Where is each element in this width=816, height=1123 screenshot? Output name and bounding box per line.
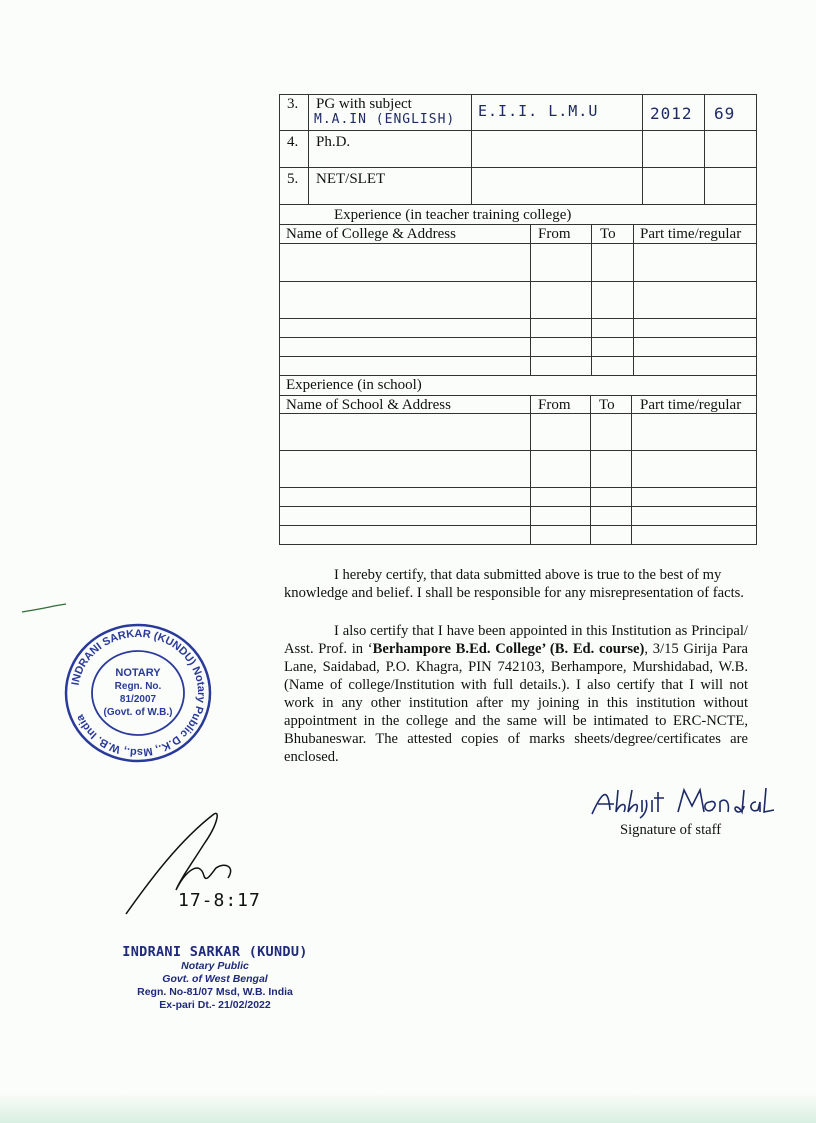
row-3-institution: E.I.I. L.M.U	[478, 102, 599, 120]
notary-seal-name: INDRANI SARKAR (KUNDU)	[122, 944, 308, 960]
school-col-type: Part time/regular	[640, 397, 742, 413]
row-3-subject: M.A.IN (ENGLISH)	[314, 112, 456, 127]
school-col-to: To	[599, 397, 615, 413]
row-3-year: 2012	[650, 104, 693, 123]
row-5-label: NET/SLET	[316, 171, 386, 187]
svg-text:INDRANI SARKAR (KUNDU) Notary: INDRANI SARKAR (KUNDU) Notary Public D.K., Msd., W.B. India	[69, 627, 208, 759]
page-edge-tint	[0, 1093, 816, 1123]
college-col-from: From	[538, 226, 571, 242]
notary-seal-govt: Govt. of West Bengal	[162, 973, 268, 985]
svg-text:Regn. No.: Regn. No.	[114, 681, 162, 692]
margin-pen-mark	[20, 598, 70, 618]
certification-text-1: I hereby certify, that data submitted above is true to the best of my knowledge and belief. I shall be responsible for any misrepresentation of facts.	[284, 567, 744, 601]
staff-signature-handwriting	[588, 784, 778, 820]
college-col-to: To	[600, 226, 616, 242]
notary-seal-regn: Regn. No-81/07 Msd, W.B. India	[137, 986, 293, 998]
row-4-label: Ph.D.	[316, 134, 351, 150]
certification-text-2b: , 3/15 Girija Para Lane, Saidabad, P.O. Khagra, PIN 742103, Berhampore, Murshidabad, W.B. (Name of college/Institution with full details.). I also certify that I will not work in any other institution after my joining in this institution without appointment in the college and the same will be intimated to ERC-NCTE, Bhubaneswar. The attested copies of marks sheets/degree/certificates are enclosed.	[284, 641, 748, 765]
notary-seal-title: Notary Public	[181, 960, 249, 972]
svg-text:NOTARY: NOTARY	[115, 667, 161, 679]
notary-signature-date: 17-8:17	[178, 890, 261, 911]
row-4-number: 4.	[287, 134, 299, 150]
row-3-number: 3.	[287, 96, 299, 112]
notary-seal-expiry: Ex-pari Dt.- 21/02/2022	[159, 999, 271, 1011]
svg-text:81/2007: 81/2007	[119, 694, 157, 705]
svg-text:(Govt. of W.B.): (Govt. of W.B.)	[103, 707, 173, 718]
college-name: Berhampore B.Ed. College’ (B. Ed. course)	[372, 641, 645, 657]
signature-caption: Signature of staff	[620, 822, 722, 838]
row-3-label: PG with subject	[316, 96, 412, 112]
certification-paragraph-2	[284, 622, 748, 766]
notary-round-stamp	[58, 620, 218, 766]
row-3-marks: 69	[714, 104, 736, 123]
college-experience-heading: Experience (in teacher training college)	[334, 207, 572, 223]
school-experience-heading: Experience (in school)	[286, 377, 422, 393]
college-col-type: Part time/regular	[640, 226, 742, 242]
school-col-from: From	[538, 397, 571, 413]
certification-paragraph-1	[284, 566, 748, 602]
certification-text-2a: I also certify that I have been appointed in this Institution as Principal/ Asst. Prof. in ‘	[284, 623, 748, 657]
notary-seal	[100, 944, 330, 1012]
school-col-name: Name of School & Address	[286, 397, 451, 413]
college-col-name: Name of College & Address	[286, 226, 456, 242]
row-5-number: 5.	[287, 171, 299, 187]
